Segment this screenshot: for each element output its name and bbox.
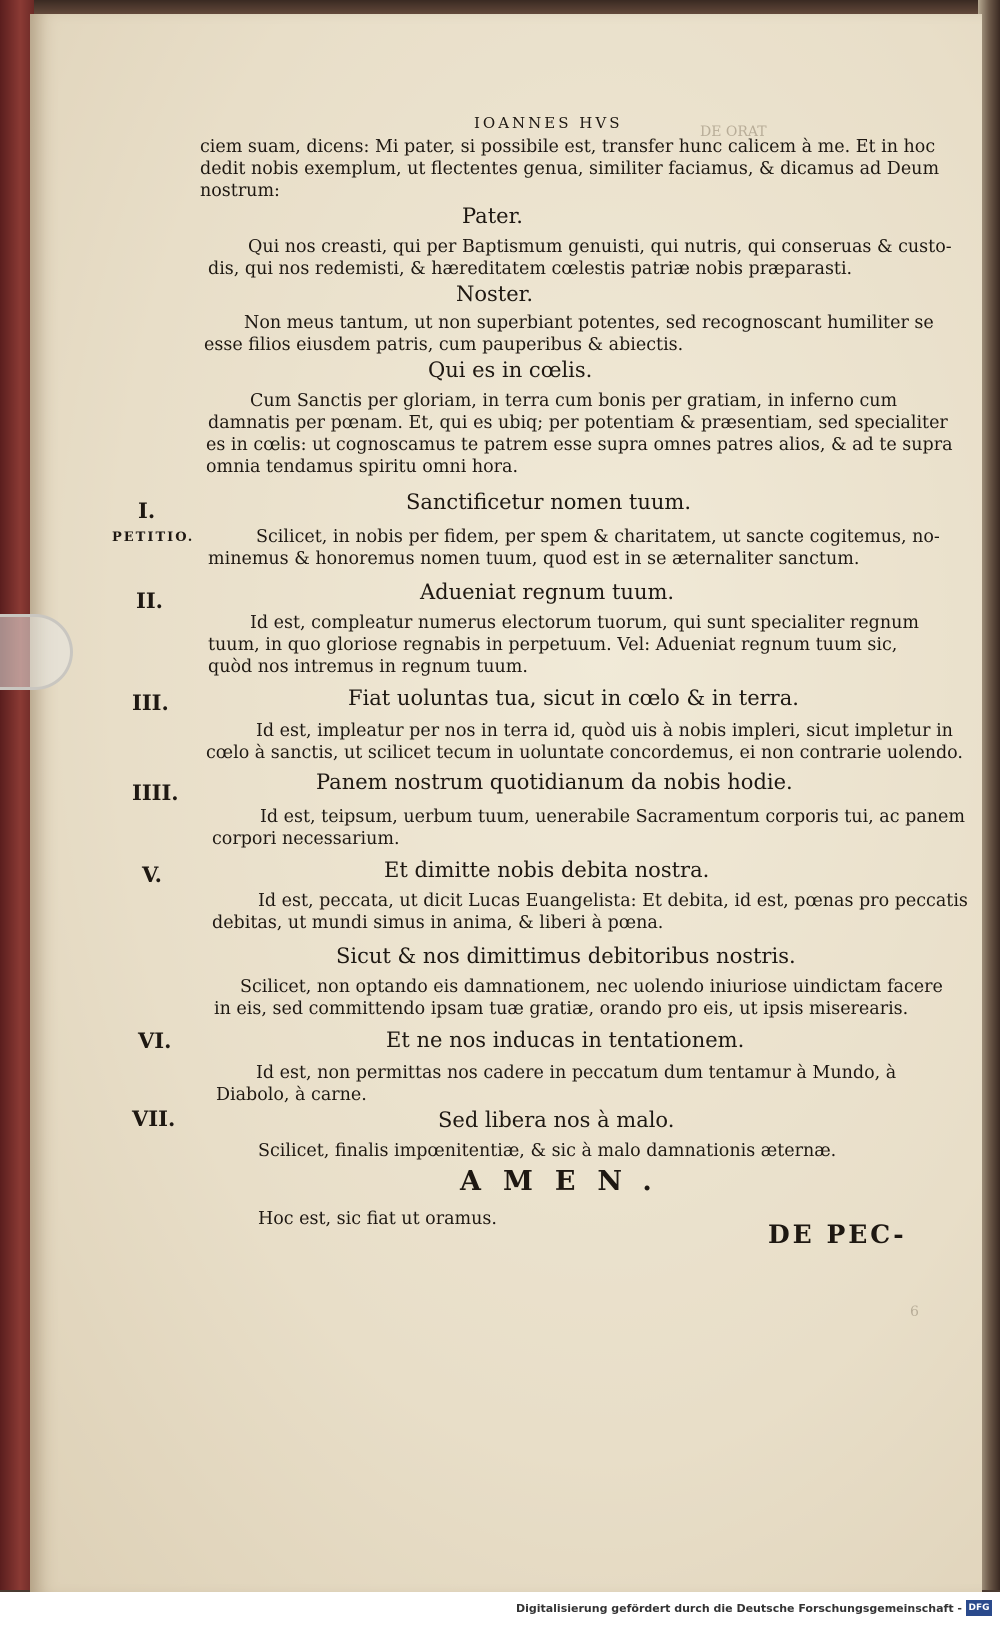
petition-number: V. — [142, 862, 162, 887]
section-line: Scilicet, in nobis per fidem, per spem & charitatem, ut sancte cogitemus, no- — [256, 527, 940, 547]
bleed-through: DE ORAT — [700, 124, 767, 140]
opening-line: dedit nobis exemplum, ut flectentes genua, similiter faciamus, & dicamus ad Deum — [200, 159, 940, 179]
section-line: es in cœlis: ut cognoscamus te patrem esse supra omnes patres alios, & ad te supra — [206, 435, 953, 455]
section-line: Qui nos creasti, qui per Baptismum genuisti, qui nutris, qui conseruas & custo- — [248, 237, 952, 257]
petition-number: IIII. — [132, 780, 179, 805]
funding-credit: Digitalisierung gefördert durch die Deutsche Forschungsgemeinschaft - — [515, 1602, 962, 1615]
section-line: corpori necessarium. — [212, 829, 400, 849]
section-heading: Qui es in cœlis. — [428, 358, 593, 382]
section-heading: Panem nostrum quotidianum da nobis hodie. — [316, 770, 793, 794]
opening-line: nostrum: — [200, 181, 280, 201]
section-line: Diabolo, à carne. — [216, 1085, 367, 1105]
petitio-label: PETITIO. — [112, 530, 195, 545]
section-line: tuum, in quo gloriose regnabis in perpetuum. Vel: Adueniat regnum tuum sic, — [208, 635, 898, 655]
section-line: Id est, compleatur numerus electorum tuorum, qui sunt specialiter regnum — [250, 613, 919, 633]
petition-number: VII. — [132, 1106, 176, 1131]
digitization-footer — [0, 1592, 1000, 1630]
section-line: Id est, teipsum, uerbum tuum, uenerabile Sacramentum corporis tui, ac panem — [260, 807, 965, 827]
section-line: omnia tendamus spiritu omni hora. — [206, 457, 519, 477]
section-line: Id est, peccata, ut dicit Lucas Euangelista: Et debita, id est, pœnas pro peccatis — [258, 891, 968, 911]
bookmark-clip — [0, 614, 73, 690]
section-line: Cum Sanctis per gloriam, in terra cum bonis per gratiam, in inferno cum — [250, 391, 898, 411]
petition-number: VI. — [138, 1028, 172, 1053]
section-line: Id est, impleatur per nos in terra id, quòd uis à nobis impleri, sicut impletur in — [256, 721, 953, 741]
section-line: quòd nos intremus in regnum tuum. — [208, 657, 528, 677]
book-cover-left — [0, 0, 34, 1590]
section-line: Non meus tantum, ut non superbiant potentes, sed recognoscant humiliter se — [244, 313, 934, 333]
section-heading: Sicut & nos dimittimus debitoribus nostris. — [336, 944, 796, 968]
section-heading: Fiat uoluntas tua, sicut in cœlo & in terra. — [348, 686, 799, 710]
section-heading: Sanctificetur nomen tuum. — [406, 490, 692, 514]
section-heading: Et dimitte nobis debita nostra. — [384, 858, 710, 882]
opening-line: ciem suam, dicens: Mi pater, si possibile est, transfer hunc calicem à me. Et in hoc — [200, 137, 936, 157]
section-heading: Sed libera nos à malo. — [438, 1108, 675, 1132]
section-line: Scilicet, non optando eis damnationem, nec uolendo iniuriose uindictam facere — [240, 977, 943, 997]
dfg-logo: DFG — [966, 1600, 992, 1616]
catchword: DE PEC- — [768, 1220, 907, 1249]
section-line: Scilicet, finalis impœnitentiæ, & sic à malo damnationis æternæ. — [258, 1141, 837, 1161]
section-line: cœlo à sanctis, ut scilicet tecum in uoluntate concordemus, ei non contrarie uolendo. — [206, 743, 963, 763]
amen: AMEN. — [460, 1166, 674, 1197]
section-heading: Adueniat regnum tuum. — [420, 580, 675, 604]
closing-line: Hoc est, sic fiat ut oramus. — [258, 1209, 497, 1229]
page-mark: 6 — [910, 1304, 919, 1320]
section-heading: Et ne nos inducas in tentationem. — [386, 1028, 745, 1052]
section-line: Id est, non permittas nos cadere in peccatum dum tentamur à Mundo, à — [256, 1063, 897, 1083]
section-heading: Noster. — [456, 282, 534, 306]
section-heading: Pater. — [462, 204, 523, 228]
petition-number: II. — [136, 588, 163, 613]
section-line: debitas, ut mundi simus in anima, & liberi à pœna. — [212, 913, 664, 933]
book-page — [30, 14, 982, 1594]
petition-number: I. — [138, 498, 156, 523]
section-line: damnatis per pœnam. Et, qui es ubiq; per potentiam & præsentiam, sed specialiter — [208, 413, 948, 433]
section-line: minemus & honoremus nomen tuum, quod est in se æternaliter sanctum. — [208, 549, 860, 569]
section-line: dis, qui nos redemisti, & hæreditatem cœlestis patriæ nobis præparasti. — [208, 259, 853, 279]
running-head: IOANNES HVS — [474, 114, 623, 132]
section-line: in eis, sed committendo ipsam tuæ gratiæ, orando pro eis, ut ipsis miserearis. — [214, 999, 909, 1019]
section-line: esse filios eiusdem patris, cum pauperibus & abiectis. — [204, 335, 684, 355]
petition-number: III. — [132, 690, 169, 715]
